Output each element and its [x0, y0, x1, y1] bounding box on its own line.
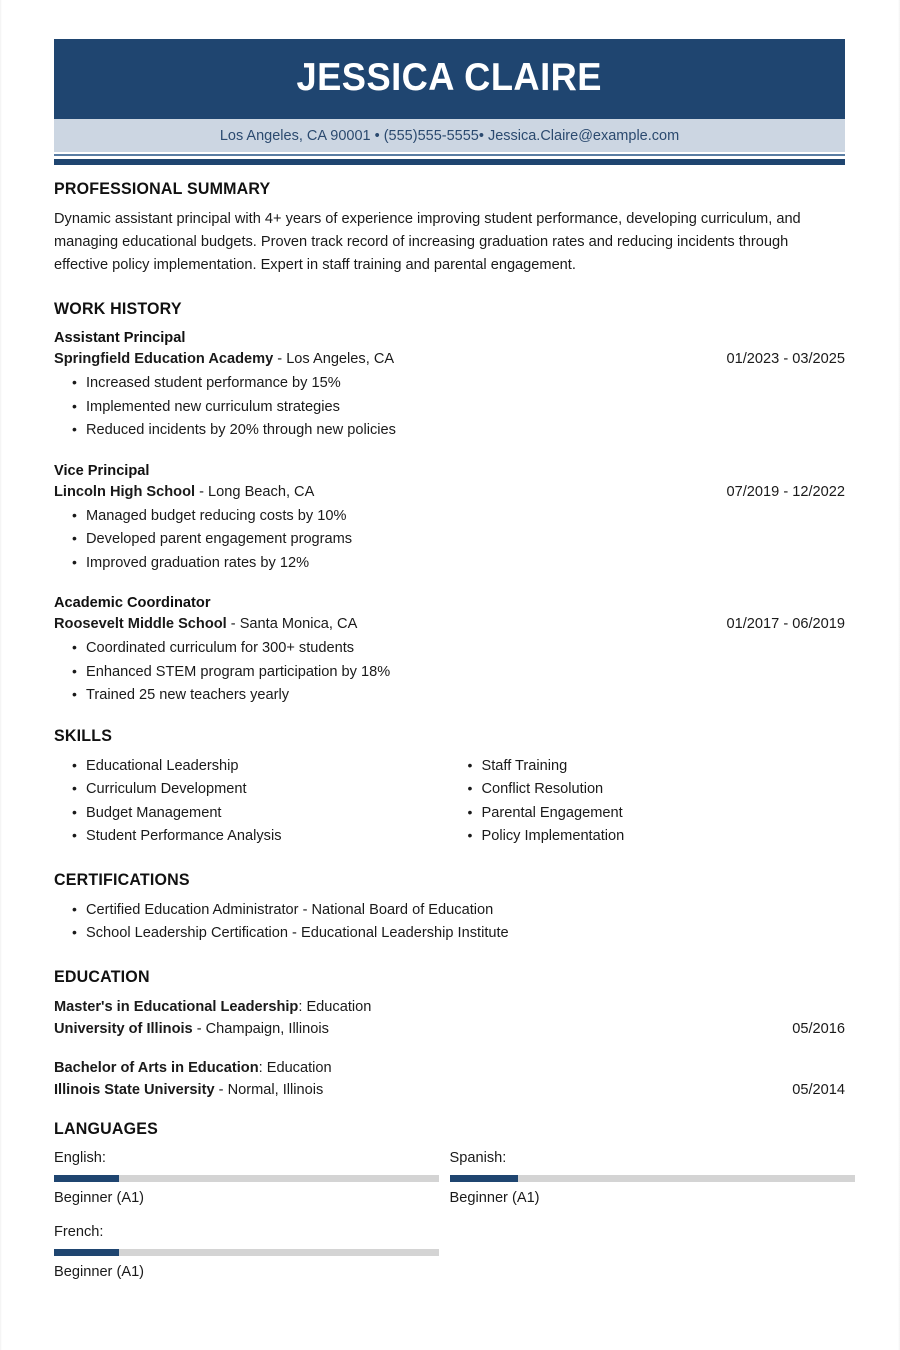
language-progress-fill: [54, 1249, 119, 1256]
summary-paragraph: Dynamic assistant principal with 4+ years of experience improving student performance, developing curriculum, and managing educational budgets. Proven track record of increasing graduation rates and reducing incidents through effective policy implementation. Expert in staff training and parental engagement.: [54, 211, 801, 273]
job-company-location: [54, 614, 357, 635]
section-languages: [54, 1120, 845, 1296]
job-bullet: • Trained 25 new teachers yearly: [86, 684, 845, 708]
education-entry: [54, 996, 845, 1040]
certification-item: • School Leadership Certification - Educational Leadership Institute: [86, 922, 845, 946]
language-name: English:: [54, 1149, 106, 1166]
skill-item: • Educational Leadership: [86, 755, 450, 779]
name-banner: [54, 39, 845, 117]
skill-item: • Policy Implementation: [482, 825, 846, 849]
education-school-row: [54, 1018, 845, 1040]
job-position: Vice Principal: [54, 462, 150, 479]
education-location: - Normal, Illinois: [214, 1081, 324, 1098]
resume-header: [54, 39, 845, 165]
section-title-summary: PROFESSIONAL SUMMARY: [54, 180, 271, 198]
certification-item: • Certified Education Administrator - National Board of Education: [86, 899, 845, 923]
languages-grid: [54, 1148, 845, 1296]
skill-item: • Budget Management: [86, 802, 450, 826]
candidate-name: JESSICA CLAIRE: [296, 56, 603, 99]
job-entry: [54, 461, 845, 576]
job-bullet-list: [54, 505, 845, 576]
job-bullet: • Implemented new curriculum strategies: [86, 396, 845, 420]
job-header-row: [54, 482, 845, 503]
job-location: - Santa Monica, CA: [226, 616, 358, 632]
language-item: [450, 1148, 846, 1209]
section-title-work: WORK HISTORY: [54, 300, 182, 318]
job-bullet: • Reduced incidents by 20% through new policies: [86, 419, 845, 443]
certifications-list: [54, 899, 845, 946]
education-location: - Champaign, Illinois: [192, 1020, 329, 1037]
section-education: [54, 968, 845, 1101]
section-title-education: EDUCATION: [54, 967, 150, 986]
job-bullet-list: [54, 637, 845, 708]
job-company-name: Roosevelt Middle School: [54, 616, 227, 632]
job-location: - Los Angeles, CA: [273, 351, 395, 367]
section-work-history: [54, 300, 845, 708]
education-degree-row: [54, 1057, 845, 1079]
job-dates: 07/2019 - 12/2022: [726, 483, 845, 500]
skill-item: • Curriculum Development: [86, 778, 450, 802]
language-progress-fill: [450, 1175, 519, 1182]
language-progress-fill: [54, 1175, 119, 1182]
language-progress-track: [54, 1249, 439, 1256]
language-level: Beginner (A1): [54, 1263, 145, 1280]
job-location: - Long Beach, CA: [195, 483, 315, 500]
language-progress-track: [54, 1175, 439, 1182]
job-bullet: • Enhanced STEM program participation by 18%: [86, 661, 845, 685]
education-school-row: [54, 1079, 845, 1101]
section-certifications: [54, 871, 845, 946]
section-skills: [54, 727, 845, 849]
language-item: [54, 1222, 450, 1283]
education-degree-row: [54, 996, 845, 1018]
job-company-name: Springfield Education Academy: [54, 351, 274, 367]
section-title-certifications: CERTIFICATIONS: [54, 870, 190, 889]
job-bullet: • Coordinated curriculum for 300+ students: [86, 637, 845, 661]
job-header-row: [54, 349, 845, 370]
skills-columns: [54, 755, 845, 849]
skills-column-right: [450, 755, 846, 849]
contact-banner: [54, 117, 845, 152]
job-bullet: • Improved graduation rates by 12%: [86, 552, 845, 576]
job-company-location: [54, 349, 394, 370]
job-bullet: • Developed parent engagement programs: [86, 528, 845, 552]
job-position: Assistant Principal: [54, 330, 186, 346]
education-school: Illinois State University: [54, 1081, 215, 1098]
education-field: : Education: [298, 998, 372, 1015]
job-position: Academic Coordinator: [54, 595, 211, 611]
language-item: [54, 1148, 450, 1209]
section-professional-summary: [54, 180, 845, 277]
language-progress-track: [450, 1175, 855, 1182]
education-degree: Master's in Educational Leadership: [54, 998, 299, 1015]
section-title-skills: SKILLS: [54, 726, 113, 745]
skills-list-right: [450, 755, 846, 849]
contact-line: Los Angeles, CA 90001 • (555)555-5555• Jessica.Claire@example.com: [219, 127, 680, 144]
education-school: University of Illinois: [54, 1020, 193, 1037]
skill-item: • Conflict Resolution: [482, 778, 846, 802]
job-bullet: • Managed budget reducing costs by 10%: [86, 505, 845, 529]
job-company-name: Lincoln High School: [54, 483, 196, 500]
education-field: : Education: [258, 1059, 332, 1076]
skill-item: • Parental Engagement: [482, 802, 846, 826]
education-degree: Bachelor of Arts in Education: [54, 1059, 259, 1076]
skill-item: • Student Performance Analysis: [86, 825, 450, 849]
job-entry: [54, 593, 845, 708]
resume-body: [54, 180, 845, 1296]
job-bullet-list: [54, 372, 845, 443]
page-edge-left: [0, 0, 2, 1350]
job-dates: 01/2023 - 03/2025: [726, 351, 845, 367]
section-title-languages: LANGUAGES: [54, 1119, 159, 1138]
job-entry: [54, 328, 845, 443]
header-rule-thick: [54, 159, 845, 165]
language-name: Spanish:: [449, 1149, 507, 1166]
language-level: Beginner (A1): [54, 1189, 145, 1206]
education-date: 05/2016: [792, 1020, 845, 1037]
skills-column-left: [54, 755, 450, 849]
skills-list-left: [54, 755, 450, 849]
education-date: 05/2014: [792, 1081, 845, 1098]
language-name: French:: [54, 1223, 104, 1240]
job-company-location: [54, 482, 314, 503]
education-entry: [54, 1057, 845, 1101]
language-level: Beginner (A1): [449, 1189, 540, 1206]
skill-item: • Staff Training: [482, 755, 846, 779]
job-dates: 01/2017 - 06/2019: [726, 616, 845, 632]
education-school-location: [54, 1018, 329, 1040]
job-header-row: [54, 614, 845, 635]
header-rule-thin: [54, 154, 845, 156]
job-bullet: • Increased student performance by 15%: [86, 372, 845, 396]
education-school-location: [54, 1079, 323, 1101]
